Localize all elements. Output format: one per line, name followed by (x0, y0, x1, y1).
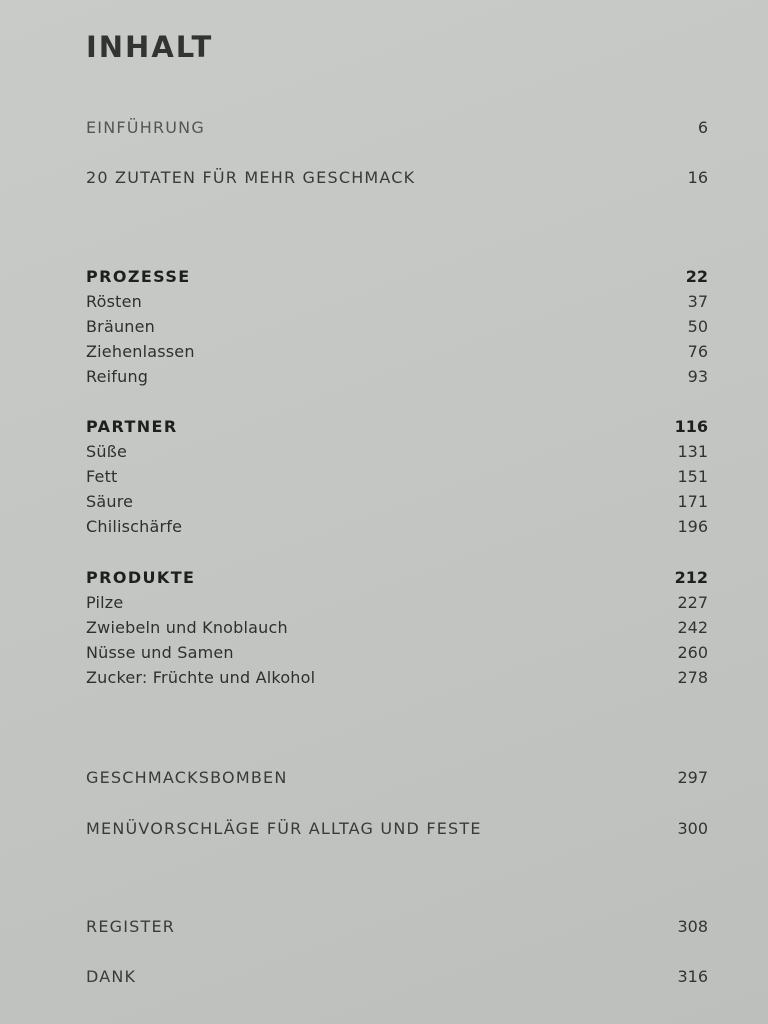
toc-section-label: PRODUKTE (86, 568, 196, 587)
toc-subentry (86, 317, 708, 336)
toc-subentry-page: 171 (677, 492, 708, 511)
toc-subentry-page: 260 (677, 643, 708, 662)
toc-subentry-label: Zucker: Früchte und Alkohol (86, 668, 316, 687)
toc-section-heading (86, 267, 708, 286)
toc-subentry (86, 593, 708, 612)
toc-entry-label: 20 ZUTATEN FÜR MEHR GESCHMACK (86, 168, 416, 187)
toc-subentry (86, 292, 708, 311)
toc-subentry (86, 643, 708, 662)
toc-entry-page: 16 (687, 168, 708, 187)
toc-entry-page: 316 (677, 967, 708, 986)
toc-entry-label: GESCHMACKSBOMBEN (86, 768, 288, 787)
toc-entry-page: 300 (677, 819, 708, 838)
toc-subentry-label: Säure (86, 492, 134, 511)
toc-entry-page: 308 (677, 917, 708, 936)
toc-section-label: PROZESSE (86, 267, 191, 286)
toc-subentry (86, 618, 708, 637)
toc-subentry-label: Pilze (86, 593, 124, 612)
toc-subentry-page: 131 (677, 442, 708, 461)
toc-subentry (86, 668, 708, 687)
toc-section-page: 22 (685, 267, 708, 286)
toc-section-page: 116 (674, 417, 708, 436)
toc-subentry-page: 37 (687, 292, 708, 311)
toc-subentry (86, 517, 708, 536)
toc-entry-label: DANK (86, 967, 137, 986)
toc-entry-label: REGISTER (86, 917, 176, 936)
page-title: INHALT (86, 30, 214, 64)
toc-subentry-page: 151 (677, 467, 708, 486)
toc-subentry-page: 50 (687, 317, 708, 336)
toc-subentry-label: Süße (86, 442, 128, 461)
toc-entry-ingredients (86, 168, 708, 187)
toc-subentry-page: 93 (687, 367, 708, 386)
toc-section-heading (86, 568, 708, 587)
toc-subentry-page: 227 (677, 593, 708, 612)
toc-subentry (86, 492, 708, 511)
toc-subentry (86, 367, 708, 386)
toc-subentry-label: Zwiebeln und Knoblauch (86, 618, 288, 637)
toc-subentry-label: Reifung (86, 367, 149, 386)
toc-subentry-page: 278 (677, 668, 708, 687)
toc-entry-register (86, 917, 708, 936)
toc-subentry (86, 342, 708, 361)
toc-entry-thanks (86, 967, 708, 986)
toc-entry-intro (86, 118, 708, 137)
toc-subentry-page: 242 (677, 618, 708, 637)
toc-section-page: 212 (674, 568, 708, 587)
toc-section-label: PARTNER (86, 417, 178, 436)
toc-subentry-label: Rösten (86, 292, 142, 311)
toc-subentry-page: 76 (687, 342, 708, 361)
toc-subentry-page: 196 (677, 517, 708, 536)
toc-entry-menus (86, 819, 708, 838)
toc-subentry-label: Bräunen (86, 317, 156, 336)
toc-section-heading (86, 417, 708, 436)
toc-subentry-label: Chilischärfe (86, 517, 183, 536)
toc-entry-label: MENÜVORSCHLÄGE FÜR ALLTAG UND FESTE (86, 819, 482, 838)
toc-entry-page: 6 (697, 118, 708, 137)
toc-subentry (86, 442, 708, 461)
toc-entry-label: EINFÜHRUNG (86, 118, 205, 137)
toc-entry-page: 297 (677, 768, 708, 787)
toc-subentry-label: Ziehenlassen (86, 342, 195, 361)
toc-subentry-label: Fett (86, 467, 118, 486)
toc-entry-flavor-bombs (86, 768, 708, 787)
toc-subentry-label: Nüsse und Samen (86, 643, 234, 662)
toc-subentry (86, 467, 708, 486)
